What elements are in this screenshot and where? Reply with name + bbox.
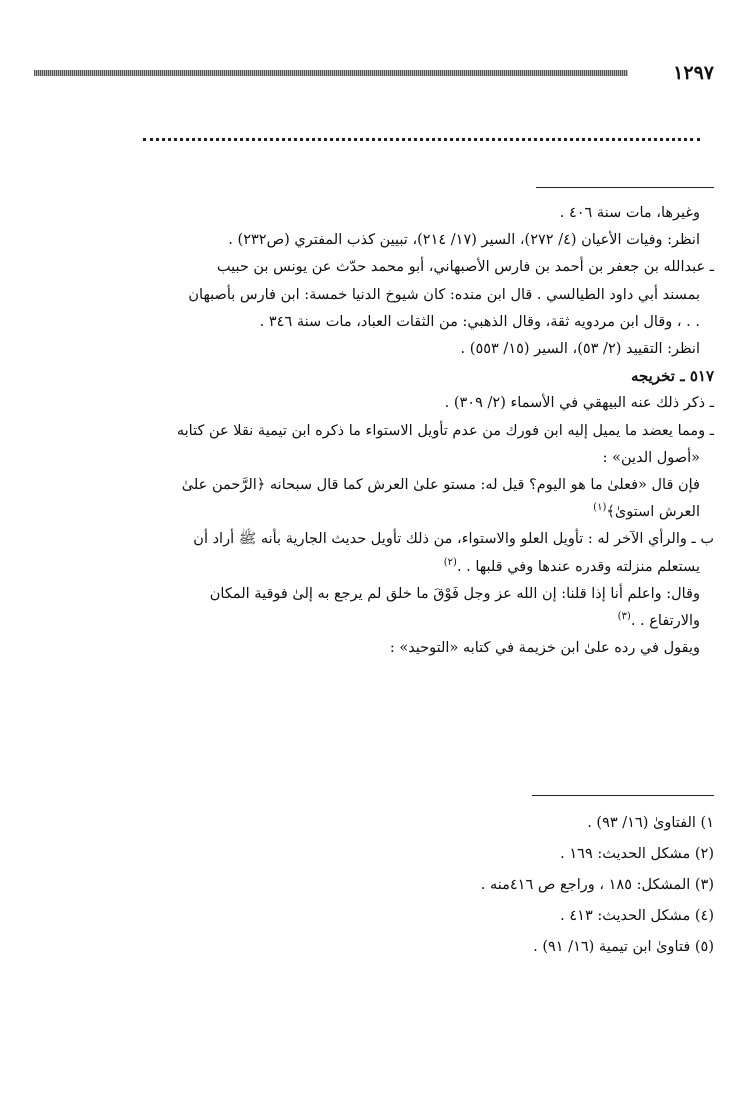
header-rule [34, 70, 628, 76]
footnote: (٢) مشكل الحديث: ١٦٩ . [560, 846, 714, 862]
footnote-ref-3: (٣) [617, 611, 631, 623]
dotted-separator [143, 138, 700, 141]
footnote-ref-2: (٢) [443, 556, 457, 568]
body-line: «أصول الدين» : [602, 449, 700, 466]
body-line [34, 499, 714, 526]
body-line [34, 608, 714, 635]
upper-note-line: . . ، وقال ابن مردويه ثقة، وقال الذهبي: من الثقات العباد، مات سنة ٣٤٦ . [259, 313, 700, 330]
upper-note-line: انظر: وفيات الأعيان (٤/ ٢٧٢)، السير (١٧/ ٢١٤)، تبيين كذب المفتري (ص٢٣٢) . [228, 232, 700, 249]
body-line: ـ ذكر ذلك عنه البيهقي في الأسماء (٢/ ٣٠٩) . [444, 395, 714, 412]
body-line: ـ ومما يعضد ما يميل إليه ابن فورك من عدم تأويل الاستواء ما ذكره ابن تيمية نقلا عن كتابه [176, 422, 714, 439]
page-number: ١٢٩٧ [673, 62, 714, 84]
footnote: (٤) مشكل الحديث: ٤١٣ . [560, 908, 714, 924]
body-line: فإن قال «فعلىٰ ما هو اليوم؟ قيل له: مستو علىٰ العرش كما قال سبحانه ﴿الرَّحمن علىٰ [181, 477, 700, 494]
footnote-ref-1: (١) [593, 502, 607, 514]
footnotes [34, 808, 714, 963]
body-line: ويقول في رده علىٰ ابن خزيمة في كتابه «التوحيد» : [389, 640, 700, 657]
upper-footnote-rule [536, 187, 714, 188]
upper-note-line: ـ عبدالله بن جعفر بن أحمد بن فارس الأصبهاني، أبو محمد حدّث عن يونس بن حبيب [216, 259, 714, 276]
page-header [0, 62, 750, 84]
body-text [34, 200, 714, 662]
quote-text: العرش استوىٰ﴾ [606, 504, 700, 521]
footnote: (٥) فتاوىٰ ابن تيمية (١٦/ ٩١) . [533, 939, 714, 955]
body-line: وقال: واعلم أنا إذا قلنا: إن الله عز وجل فَوْقَ ما خلق لم يرجع به إلىٰ فوقية المكان [209, 585, 700, 602]
footnote: (٣) المشكل: ١٨٥ ، وراجع ص ٤١٦منه . [480, 877, 714, 893]
body-line-text: والارتفاع . . [630, 613, 700, 630]
footnote-rule [532, 795, 714, 796]
upper-note-line: بمسند أبي داود الطيالسي . قال ابن منده: كان شيوخ الدنيا خمسة: ابن فارس بأصبهان [188, 286, 700, 303]
body-line: ب ـ والرأي الآخر له : تأويل العلو والاستواء، من ذلك تأويل حديث الجارية بأنه ﷺ أراد أن [193, 531, 714, 548]
footnote: ١) الفتاوىٰ (١٦/ ٩٣) . [587, 815, 714, 831]
upper-note-line: انظر: التقييد (٢/ ٥٣)، السير (١٥/ ٥٥٣) . [460, 341, 700, 358]
upper-note-line: وغيرها، مات سنة ٤٠٦ . [559, 205, 700, 221]
body-line [34, 554, 714, 581]
body-line-text: يستعلم منزلته وقدره عندها وفي قلبها . . [456, 558, 700, 575]
section-heading: ٥١٧ ـ تخريجه [630, 367, 714, 386]
